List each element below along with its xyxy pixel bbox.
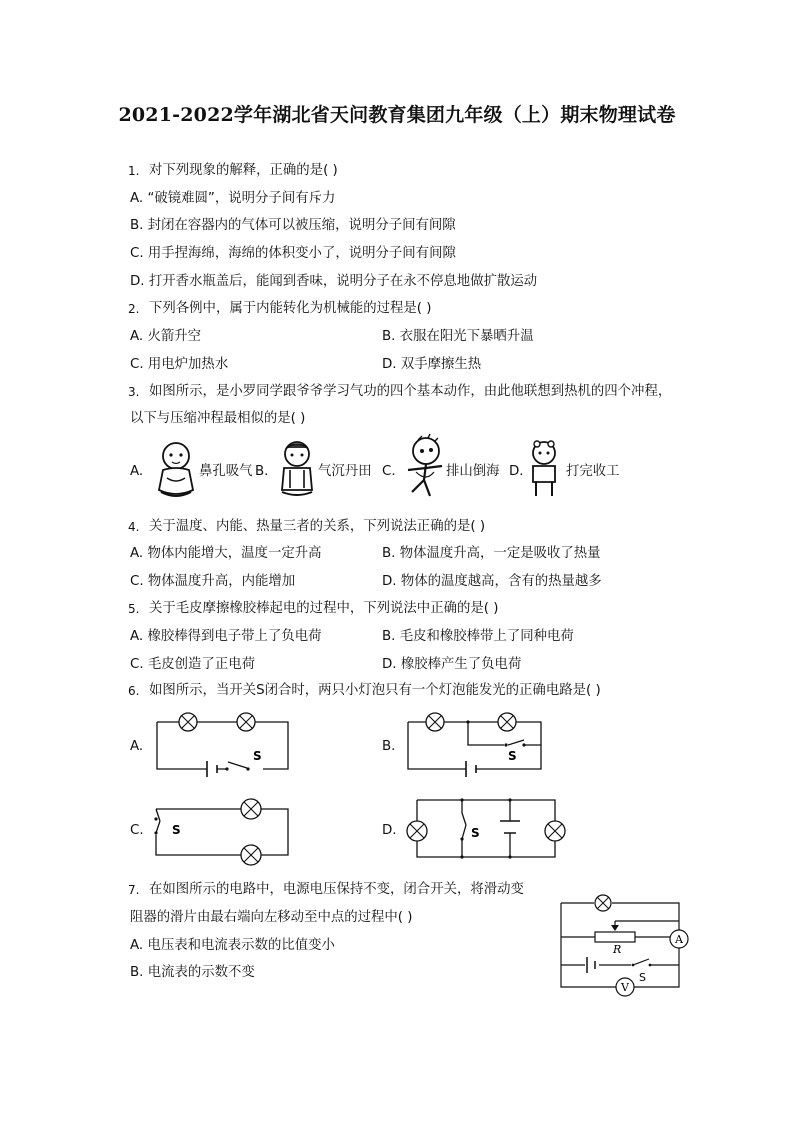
switch-label: S [639, 971, 646, 984]
circuit-a [155, 712, 290, 774]
question-4-number: 4. [128, 520, 140, 534]
question-3-option-c-letter: C. [382, 464, 396, 479]
question-4-option-c: C. 物体温度升高，内能增加 [130, 574, 296, 589]
question-3-option-b-caption: 气沉丹田 [318, 464, 372, 479]
voltmeter-icon [616, 978, 634, 996]
question-2-option-c: C. 用电炉加热水 [130, 357, 229, 372]
question-4-option-d: D. 物体的温度越高，含有的热量越多 [382, 574, 602, 589]
switch-label: S [253, 749, 262, 763]
bulb-icon [407, 821, 427, 841]
figure-finish-practice [527, 438, 561, 500]
circuit-c [150, 795, 290, 861]
question-1-stem: 对下列现象的解释，正确的是( ) [149, 163, 338, 178]
question-4-option-a: A. 物体内能增大，温度一定升高 [130, 546, 322, 561]
question-1-number: 1. [128, 164, 140, 178]
question-1-option-c: C. 用手捏海绵，海绵的体积变小了，说明分子间有间隙 [130, 246, 456, 261]
question-4-option-b: B. 物体温度升高，一定是吸收了热量 [382, 546, 601, 561]
figure-sink-qi [276, 440, 318, 500]
question-1-option-d: D. 打开香水瓶盖后，能闻到香味，说明分子在永不停息地做扩散运动 [130, 274, 538, 289]
question-3-stem-line-1: 如图所示，是小罗同学跟爷爷学习气功的四个基本动作，由此他联想到热机的四个冲程， [149, 384, 672, 399]
question-6-option-b: B. [382, 739, 396, 754]
ammeter-icon [670, 930, 688, 948]
question-5-option-d: D. 橡胶棒产生了负电荷 [382, 657, 522, 672]
question-3-option-b-letter: B. [255, 464, 269, 479]
circuit-q7 [555, 893, 690, 998]
bulb-icon [426, 713, 444, 731]
question-1-option-b: B. 封闭在容器内的气体可以被压缩，说明分子间有间隙 [130, 218, 456, 233]
question-1-option-a: A. “破镜难圆”，说明分子间有斥力 [130, 191, 336, 206]
switch-label: S [508, 749, 517, 763]
question-5-option-c: C. 毛皮创造了正电荷 [130, 657, 255, 672]
question-7-number: 7. [128, 883, 140, 897]
question-7-option-b: B. 电流表的示数不变 [130, 965, 255, 980]
figure-push-mountain [404, 436, 446, 502]
bulb-icon [498, 713, 516, 731]
resistor-label: R [613, 943, 622, 956]
question-3-option-d-letter: D. [509, 464, 524, 479]
voltmeter-label: V [621, 981, 629, 994]
bulb-icon [241, 845, 261, 865]
question-2-option-a: A. 火箭升空 [130, 329, 201, 344]
question-7-option-a: A. 电压表和电流表示数的比值变小 [130, 938, 335, 953]
question-6-option-d: D. [382, 823, 397, 838]
bulb-icon [241, 799, 261, 819]
question-6-option-c: C. [130, 823, 144, 838]
circuit-d [405, 795, 575, 863]
bulb-icon [545, 821, 565, 841]
question-5-stem: 关于毛皮摩擦橡胶棒起电的过程中，下列说法中正确的是( ) [149, 601, 499, 616]
question-3-stem-line-2: 以下与压缩冲程最相似的是( ) [130, 411, 306, 426]
question-7-stem-line-1: 在如图所示的电路中，电源电压保持不变，闭合开关，将滑动变 [149, 882, 524, 897]
question-5-option-a: A. 橡胶棒得到电子带上了负电荷 [130, 629, 322, 644]
switch-label: S [471, 826, 480, 840]
question-3-option-c-caption: 排山倒海 [446, 464, 500, 479]
question-2-number: 2. [128, 302, 140, 316]
bulb-icon [237, 713, 255, 731]
page-title: 2021-2022学年湖北省天问教育集团九年级（上）期末物理试卷 [118, 104, 676, 126]
question-6-number: 6. [128, 684, 140, 698]
question-6-option-a: A. [130, 739, 144, 754]
question-5-option-b: B. 毛皮和橡胶棒带上了同种电荷 [382, 629, 574, 644]
question-3-option-a-caption: 鼻孔吸气 [199, 464, 253, 479]
circuit-b [406, 712, 546, 774]
figure-nose-inhale [155, 440, 197, 500]
question-7-stem-line-2: 阻器的滑片由最右端向左移动至中点的过程中( ) [130, 910, 413, 925]
question-3-option-a-letter: A. [130, 464, 144, 479]
question-3-option-d-caption: 打完收工 [566, 464, 620, 479]
bulb-icon [179, 713, 197, 731]
question-2-option-d: D. 双手摩擦生热 [382, 357, 482, 372]
question-2-option-b: B. 衣服在阳光下暴晒升温 [382, 329, 534, 344]
ammeter-label: A [675, 933, 683, 946]
question-3-number: 3. [128, 385, 140, 399]
bulb-icon [595, 895, 611, 911]
switch-label: S [172, 823, 181, 837]
question-6-stem: 如图所示，当开关S闭合时，两只小灯泡只有一个灯泡能发光的正确电路是( ) [149, 683, 601, 698]
question-2-stem: 下列各例中，属于内能转化为机械能的过程是( ) [149, 301, 432, 316]
question-5-number: 5. [128, 602, 140, 616]
question-4-stem: 关于温度、内能、热量三者的关系，下列说法正确的是( ) [149, 519, 486, 534]
